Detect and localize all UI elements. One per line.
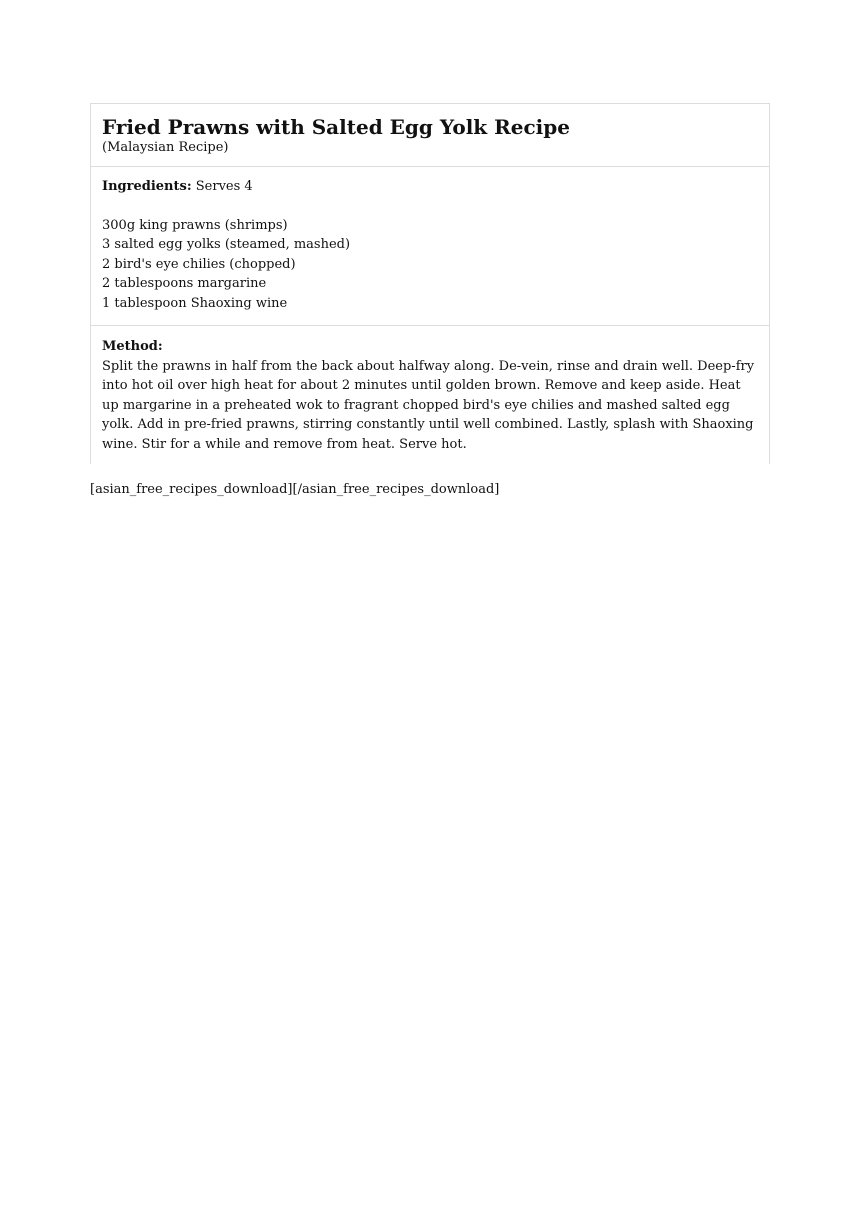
method-text: Split the prawns in half from the back about halfway along. De-vein, rinse and drain well. Deep-fry into hot oil over high heat for about 2 minutes until golden brown. Remove and keep aside. Heat up margarine in a preheated wok to fragrant chopped bird's eye chilies and mashed salted egg yolk. Add in pre-fried prawns, stirring constantly until well combined. Lastly, splash with Shaoxing wine. Stir for a while and remove from heat. Serve hot.: [102, 358, 755, 452]
ingredients-section: [91, 167, 769, 326]
ingredient-item: 3 salted egg yolks (steamed, mashed): [102, 237, 351, 252]
ingredients-label: Ingredients:: [102, 179, 192, 194]
recipe-card: [90, 103, 770, 464]
ingredient-item: 2 bird's eye chilies (chopped): [102, 256, 296, 272]
recipe-title: Fried Prawns with Salted Egg Yolk Recipe: [102, 115, 570, 139]
method-label: Method:: [102, 339, 163, 354]
recipe-header: [91, 104, 769, 167]
ingredients-heading: [102, 177, 758, 197]
ingredient-item: 300g king prawns (shrimps): [102, 217, 288, 233]
serves-text: Serves 4: [191, 179, 253, 194]
download-shortcode: [asian_free_recipes_download][/asian_free_recipes_download]: [90, 482, 500, 497]
ingredient-item: 2 tablespoons margarine: [102, 276, 267, 291]
method-section: [91, 326, 769, 464]
ingredient-list: [102, 216, 758, 314]
ingredient-item: 1 tablespoon Shaoxing wine: [102, 295, 288, 311]
recipe-subtitle: (Malaysian Recipe): [102, 140, 229, 155]
